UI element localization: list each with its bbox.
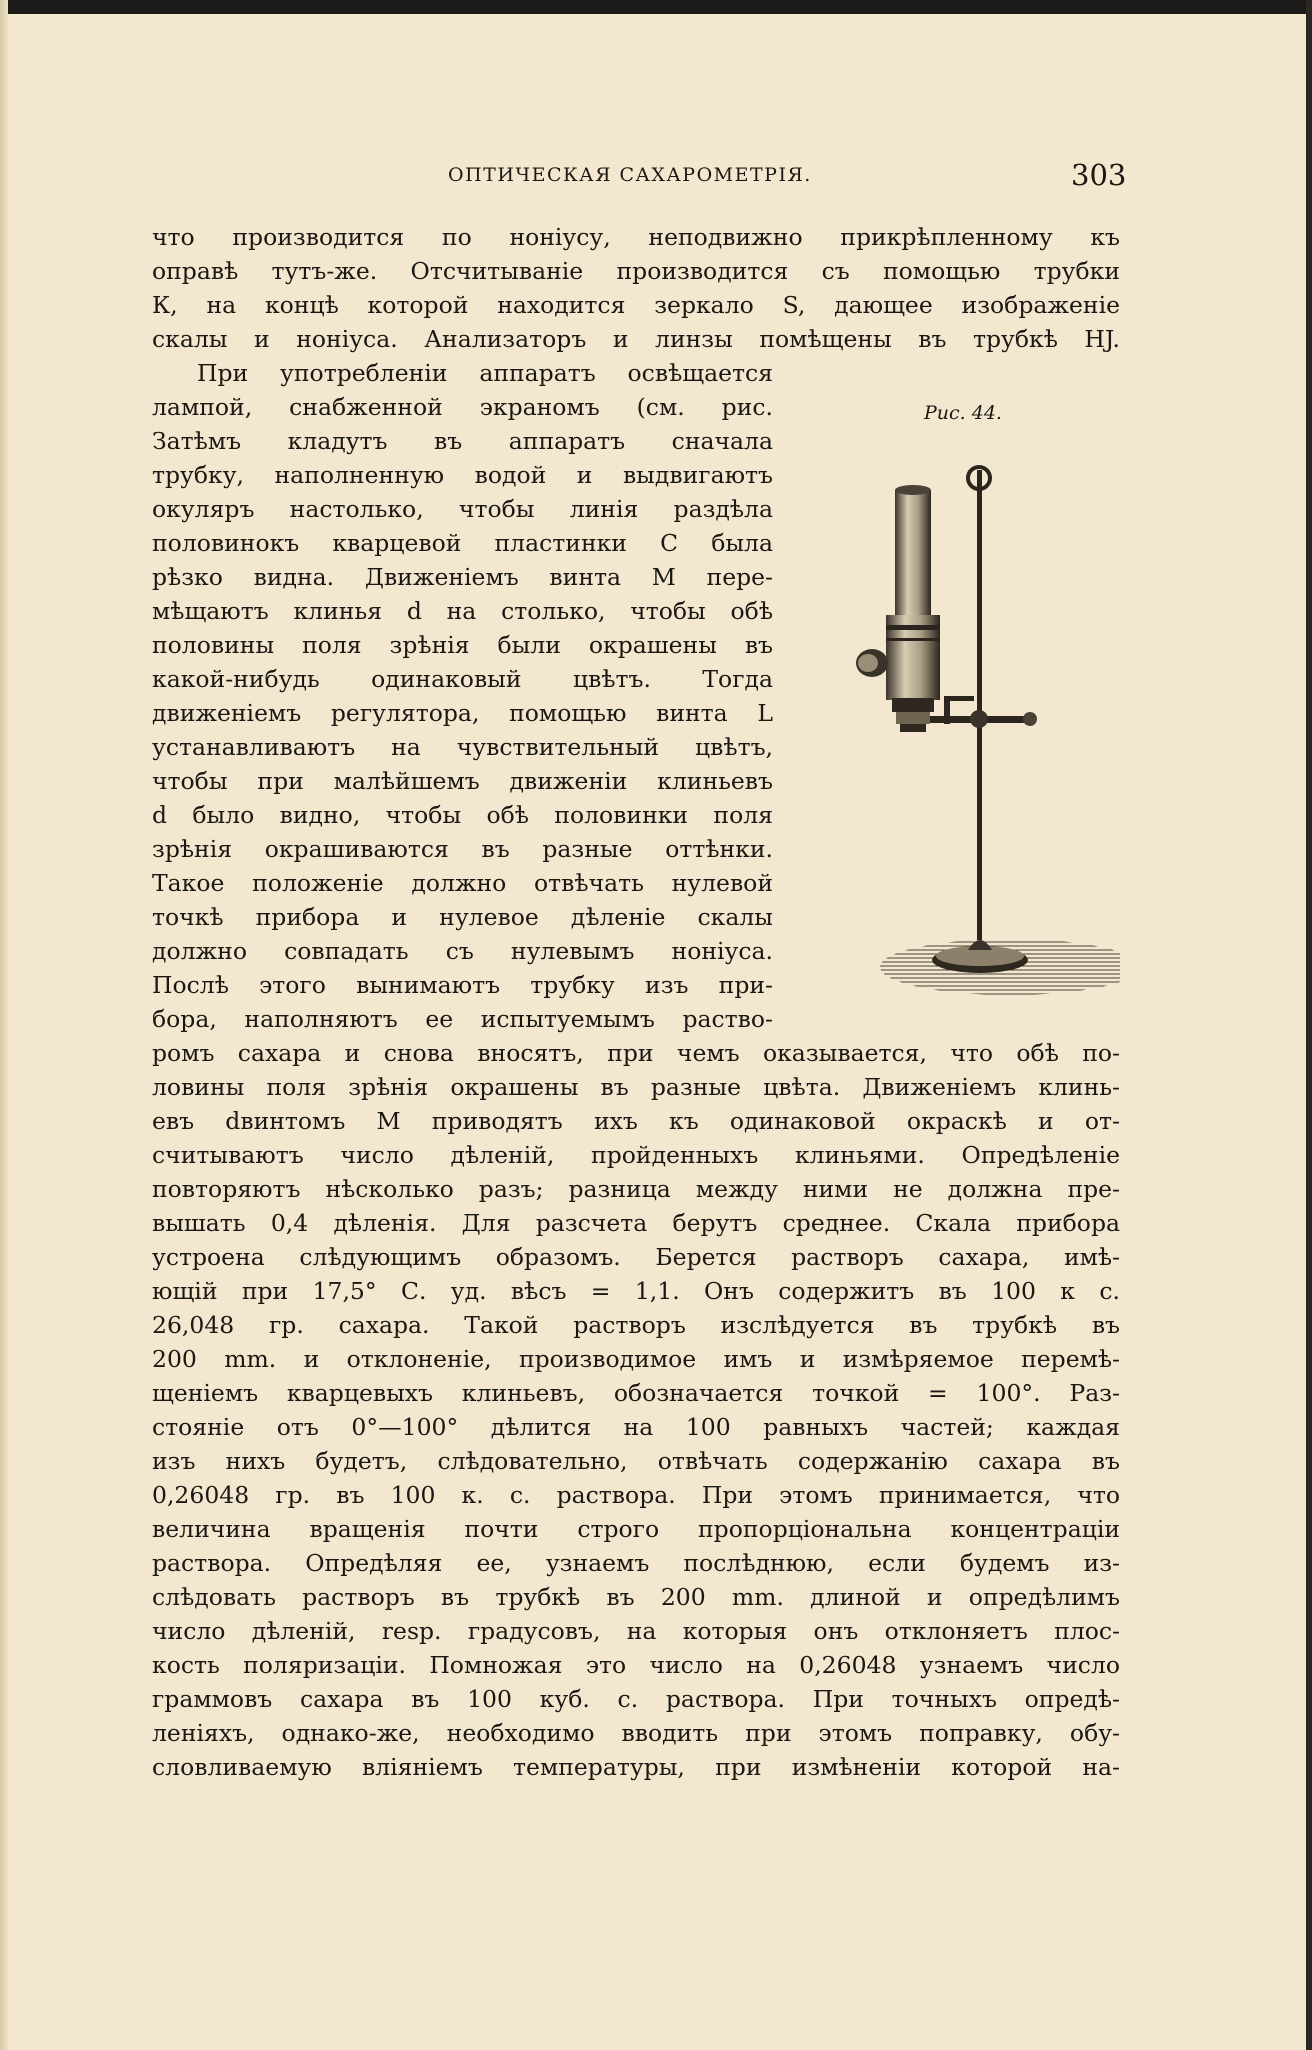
text-line: Послѣ этого вынимаютъ трубку изъ при-	[152, 971, 773, 999]
text-line: какой-нибудь одинаковый цвѣтъ. Тогда	[152, 665, 773, 693]
text-line: Такое положеніе должно отвѣчать нулевой	[152, 869, 773, 897]
running-head: ОПТИЧЕСКАЯ САХАРОМЕТРІЯ.	[448, 164, 812, 186]
text-line: граммовъ сахара въ 100 куб. с. раствора. При точныхъ опредѣ-	[152, 1685, 1120, 1713]
text-line: ющій при 17,5° С. уд. вѣсъ = 1,1. Онъ содержитъ въ 100 к с.	[152, 1277, 1120, 1305]
text-line: Затѣмъ кладутъ въ аппаратъ сначала	[152, 427, 773, 455]
text-line: трубку, наполненную водой и выдвигаютъ	[152, 461, 773, 489]
polarimeter-illustration	[840, 460, 1120, 1020]
text-line: устроена слѣдующимъ образомъ. Берется растворъ сахара, имѣ-	[152, 1243, 1120, 1271]
text-line: изъ нихъ будетъ, слѣдовательно, отвѣчать содержанію сахара въ	[152, 1447, 1120, 1475]
page-header	[0, 158, 1312, 198]
text-line: бора, наполняютъ ее испытуемымъ раство-	[152, 1005, 773, 1033]
text-line: кость поляризаціи. Помножая это число на 0,26048 узнаемъ число	[152, 1651, 1120, 1679]
text-line: стояніе отъ 0°—100° дѣлится на 100 равныхъ частей; каждая	[152, 1413, 1120, 1441]
text-line: словливаемую вліяніемъ температуры, при измѣненіи которой на-	[152, 1753, 1120, 1781]
text-line: величина вращенія почти строго пропорціональна концентраціи	[152, 1515, 1120, 1543]
scan-border-right	[1306, 0, 1312, 2050]
text-line: оправѣ тутъ-же. Отсчитываніе производится съ помощью трубки	[152, 257, 1120, 285]
text-line: рѣзко видна. Движеніемъ винта М пере-	[152, 563, 773, 591]
text-line: повторяютъ нѣсколько разъ; разница между ними не должна пре-	[152, 1175, 1120, 1203]
text-line: зрѣнія окрашиваются въ разные оттѣнки.	[152, 835, 773, 863]
text-line: чтобы при малѣйшемъ движеніи клиньевъ	[152, 767, 773, 795]
text-line: d было видно, чтобы обѣ половинки поля	[152, 801, 773, 829]
text-line: лампой, снабженной экраномъ (см. рис.	[152, 393, 773, 421]
text-line: половинокъ кварцевой пластинки С была	[152, 529, 773, 557]
page-number: 303	[1071, 158, 1127, 192]
text-line: скалы и ноніуса. Анализаторъ и линзы помѣщены въ трубкѣ HJ.	[152, 325, 1120, 353]
text-line: щеніемъ кварцевыхъ клиньевъ, обозначается точкой = 100°. Раз-	[152, 1379, 1120, 1407]
text-line: половины поля зрѣнія были окрашены въ	[152, 631, 773, 659]
text-line: число дѣленій, resp. градусовъ, на которыя онъ отклоняетъ плос-	[152, 1617, 1120, 1645]
text-line: леніяхъ, однако-же, необходимо вводить при этомъ поправку, обу-	[152, 1719, 1120, 1747]
text-line: что производится по ноніусу, неподвижно прикрѣпленному къ	[152, 223, 1120, 251]
text-line: считываютъ число дѣленій, пройденныхъ клиньями. Опредѣленіе	[152, 1141, 1120, 1169]
text-line: окуляръ настолько, чтобы линія раздѣла	[152, 495, 773, 523]
text-line: 0,26048 гр. въ 100 к. с. раствора. При этомъ принимается, что	[152, 1481, 1120, 1509]
text-line: устанавливаютъ на чувствительный цвѣтъ,	[152, 733, 773, 761]
text-line: ромъ сахара и снова вносятъ, при чемъ оказывается, что обѣ по-	[152, 1039, 1120, 1067]
text-line: должно совпадать съ нулевымъ ноніуса.	[152, 937, 773, 965]
text-line: При употребленіи аппаратъ освѣщается	[197, 359, 773, 387]
text-line: 26,048 гр. сахара. Такой растворъ изслѣдуется въ трубкѣ въ	[152, 1311, 1120, 1339]
figure-caption: Рис. 44.	[924, 402, 1002, 424]
text-line: ловины поля зрѣнія окрашены въ разные цвѣта. Движеніемъ клинь-	[152, 1073, 1120, 1101]
text-line: евъ dвинтомъ М приводятъ ихъ къ одинаковой окраскѣ и от-	[152, 1107, 1120, 1135]
text-line: раствора. Опредѣляя ее, узнаемъ послѣднюю, если будемъ из-	[152, 1549, 1120, 1577]
text-line: 200 mm. и отклоненіе, производимое имъ и измѣряемое перемѣ-	[152, 1345, 1120, 1373]
text-line: вышать 0,4 дѣленія. Для разсчета берутъ среднее. Скала прибора	[152, 1209, 1120, 1237]
scan-border-left	[0, 0, 8, 2050]
text-line: мѣщаютъ клинья d на столько, чтобы обѣ	[152, 597, 773, 625]
text-line: слѣдовать растворъ въ трубкѣ въ 200 mm. длиной и опредѣлимъ	[152, 1583, 1120, 1611]
scan-border-top	[0, 0, 1312, 14]
text-line: движеніемъ регулятора, помощью винта L	[152, 699, 773, 727]
text-line: К, на концѣ которой находится зеркало S, дающее изображеніе	[152, 291, 1120, 319]
text-line: точкѣ прибора и нулевое дѣленіе скалы	[152, 903, 773, 931]
